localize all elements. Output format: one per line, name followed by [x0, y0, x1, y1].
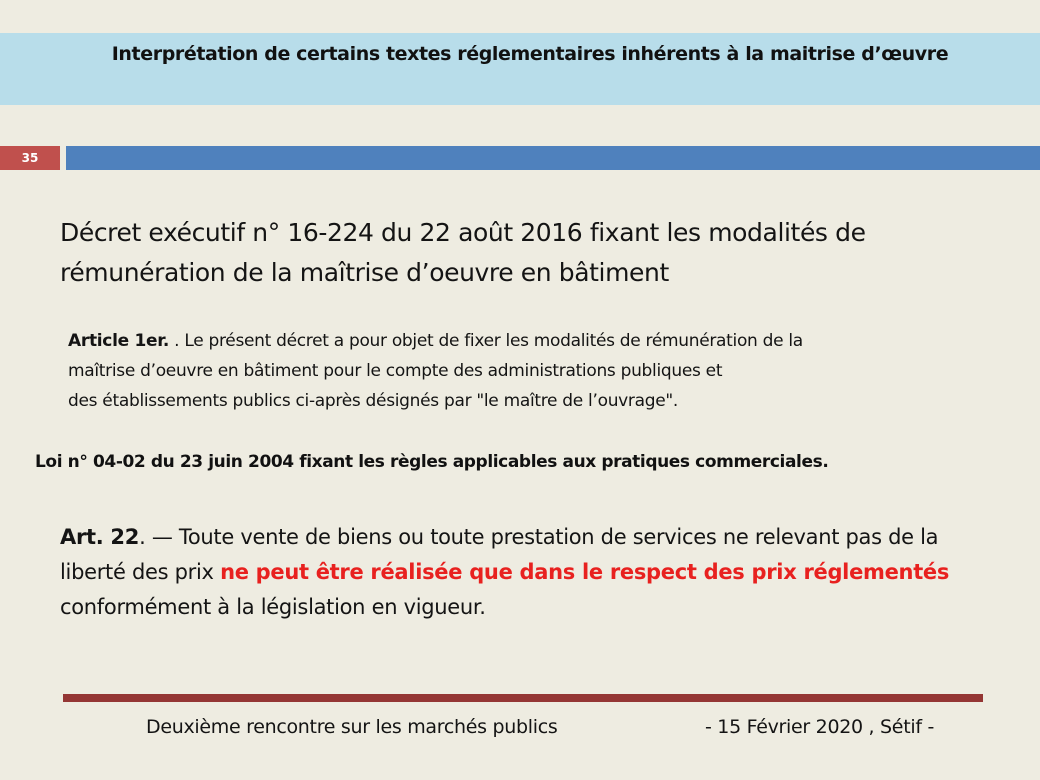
- article-22-text-after: conformément à la législation en vigueur.: [60, 595, 486, 619]
- loi-title: Loi n° 04-02 du 23 juin 2004 fixant les règles applicables aux pratiques commerciales.: [35, 452, 829, 472]
- article-22-highlight: ne peut être réalisée que dans le respect des prix réglementés: [220, 560, 950, 584]
- title-accent-bar: [66, 146, 1040, 170]
- footer-event-name: Deuxième rencontre sur les marchés publics: [146, 716, 558, 738]
- article-1-text-line-3: des établissements publics ci-après désignés par "le maître de l’ouvrage".: [68, 391, 679, 411]
- slide-number: 35: [21, 151, 39, 165]
- footer-divider: [63, 694, 983, 702]
- article-1-text-line-2: maîtrise d’oeuvre en bâtiment pour le compte des administrations publiques et: [68, 361, 723, 381]
- article-22-label: Art. 22: [60, 525, 140, 549]
- article-1-text-line-1: . Le présent décret a pour objet de fixer les modalités de rémunération de la: [169, 331, 803, 351]
- article-22-paragraph: [60, 520, 1000, 625]
- article-1-label: Article 1er.: [68, 331, 170, 351]
- slide-header-title: Interprétation de certains textes réglementaires inhérents à la maitrise d’œuvre: [111, 43, 949, 65]
- article-1-paragraph: [68, 326, 1008, 416]
- article-22-text-before: . — Toute vente de biens ou toute prestation de services ne relevant pas de la liberté des prix: [60, 525, 939, 584]
- slide-number-badge: [0, 146, 60, 170]
- footer-date-location: - 15 Février 2020 , Sétif -: [705, 716, 935, 738]
- decree-title: Décret exécutif n° 16-224 du 22 août 2016 fixant les modalités de rémunération de la maîtrise d’oeuvre en bâtiment: [60, 218, 866, 287]
